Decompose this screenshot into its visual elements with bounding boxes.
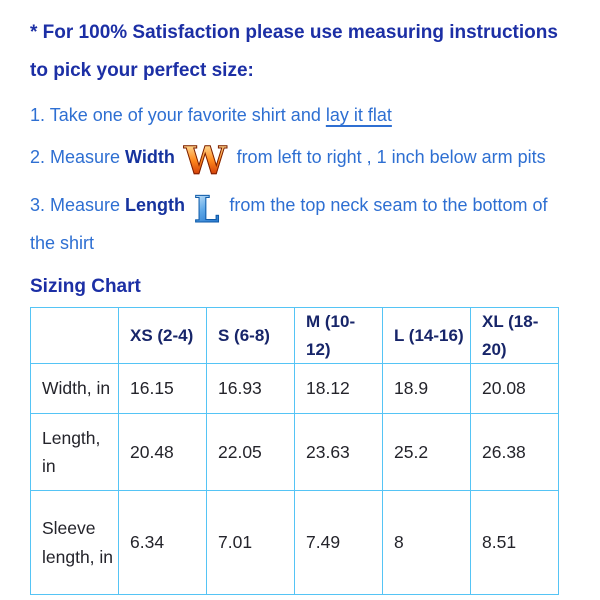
size-value-cell: 7.49: [295, 491, 383, 595]
size-value-cell: 25.2: [383, 414, 471, 491]
size-column-header-xl: XL (18-20): [471, 308, 559, 364]
step3-text: 3. Measure: [30, 195, 121, 215]
step3-text-after-icon: from the top neck seam to the bottom of: [229, 195, 548, 215]
empty-corner-cell: [31, 308, 119, 364]
size-value-cell: 6.34: [119, 491, 207, 595]
measuring-instructions: [30, 100, 574, 259]
step2-text: 2. Measure: [30, 147, 121, 167]
size-column-header-s: S (6-8): [207, 308, 295, 364]
size-value-cell: 20.48: [119, 414, 207, 491]
satisfaction-note-line2: to pick your perfect size:: [30, 60, 254, 81]
size-value-cell: 20.08: [471, 364, 559, 414]
instruction-step-width: [30, 138, 574, 183]
table-row-width: [31, 364, 559, 414]
size-value-cell: 18.12: [295, 364, 383, 414]
size-value-cell: 22.05: [207, 414, 295, 491]
size-value-cell: 16.93: [207, 364, 295, 414]
size-value-cell: 8: [383, 491, 471, 595]
lay-it-flat-underlined-text: lay it flat: [325, 105, 392, 125]
sizing-chart-table: [30, 307, 559, 595]
width-keyword: Width: [125, 147, 175, 167]
width-letter-icon: W: [183, 138, 227, 183]
measurement-row-label: Length, in: [31, 414, 119, 491]
instruction-step-lay-flat: [30, 100, 574, 130]
step2-text-after-icon: from left to right , 1 inch below arm pits: [236, 147, 546, 167]
step1-text: 1. Take one of your favorite shirt and: [30, 105, 321, 125]
size-column-header-xs: XS (2-4): [119, 308, 207, 364]
table-header-row: [31, 308, 559, 364]
length-keyword: Length: [125, 195, 186, 215]
size-value-cell: 16.15: [119, 364, 207, 414]
satisfaction-note: [30, 14, 574, 90]
size-column-header-l: L (14-16): [383, 308, 471, 364]
satisfaction-note-line1: * For 100% Satisfaction please use measuring instructions: [30, 22, 558, 43]
size-value-cell: 7.01: [207, 491, 295, 595]
size-value-cell: 8.51: [471, 491, 559, 595]
instruction-step-length: [30, 190, 574, 259]
length-letter-icon: L: [194, 189, 220, 231]
size-column-header-m: M (10-12): [295, 308, 383, 364]
size-value-cell: 18.9: [383, 364, 471, 414]
size-value-cell: 26.38: [471, 414, 559, 491]
measurement-row-label: Sleeve length, in: [31, 491, 119, 595]
measurement-row-label: Width, in: [31, 364, 119, 414]
step3-text-line2: the shirt: [30, 233, 95, 253]
sizing-chart-title: Sizing Chart: [30, 276, 141, 297]
table-row-sleeve-length: [31, 491, 559, 595]
size-value-cell: 23.63: [295, 414, 383, 491]
table-row-length: [31, 414, 559, 491]
